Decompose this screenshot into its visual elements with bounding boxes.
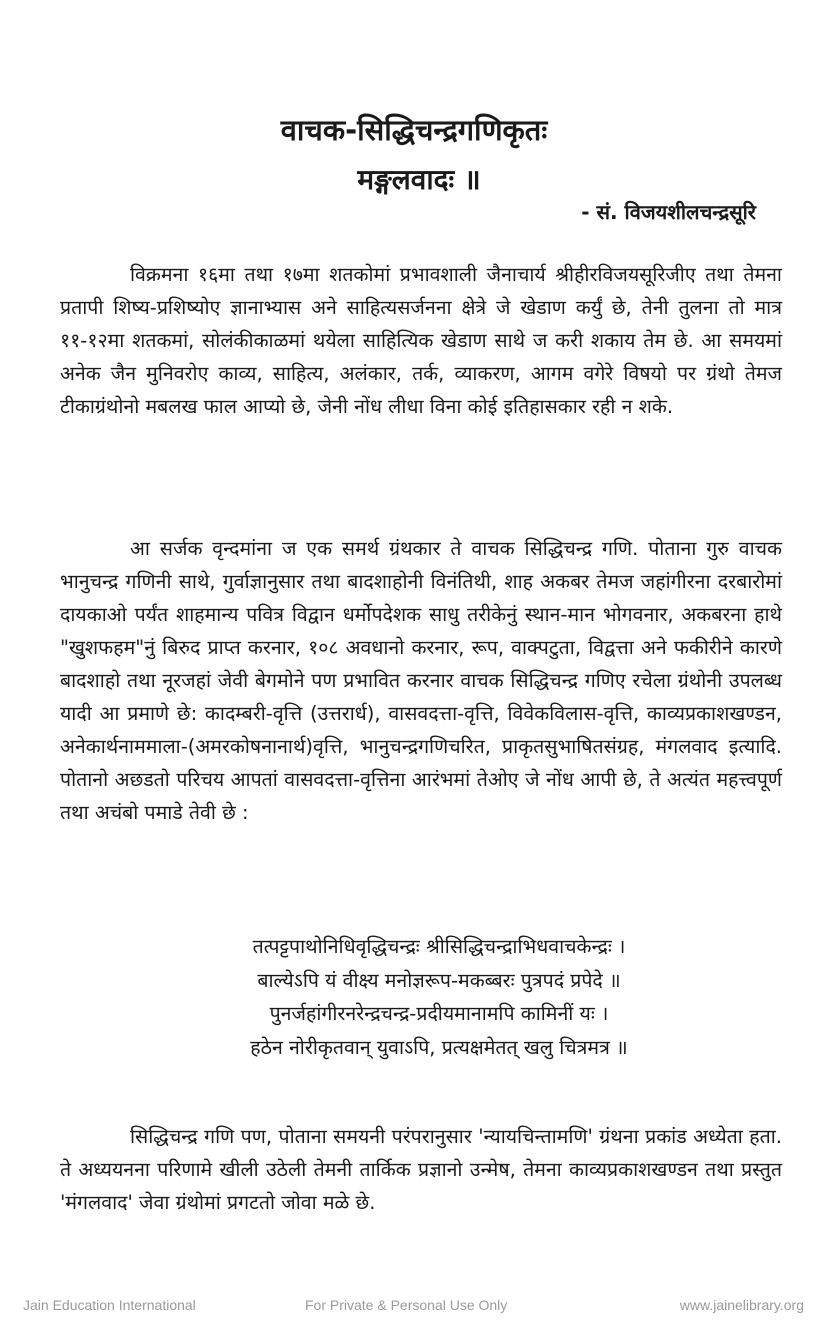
sanskrit-verse xyxy=(0,930,828,1064)
paragraph-1-block xyxy=(60,258,782,423)
paragraph-3: सिद्धिचन्द्र गणि पण, पोताना समयनी परंपरानुसार 'न्यायचिन्तामणि' ग्रंथना प्रकांड अध्येता हता. ते अध्ययनना परिणामे खीली उठेली तेमनी तार्किक प्रज्ञानो उन्मेष, तेमना काव्यप्रकाशखण्डन तथा प्रस्तुत 'मंगलवाद' जेवा ग्रंथोमां प्रगटतो जोवा मळे छे. xyxy=(60,1125,782,1214)
editor-attribution: - सं. विजयशीलचन्द्रसूरि xyxy=(581,200,756,224)
paragraph-3-block xyxy=(60,1120,782,1219)
verse-line-4: हठेन नोरीकृतवान् युवाऽपि, प्रत्यक्षमेतत् खलु चित्रमत्र ॥ xyxy=(250,1035,628,1059)
verse-line-1: तत्पट्टपाथोनिधिवृद्धिचन्द्रः श्रीसिद्धिचन्द्राभिधवाचकेन्द्रः । xyxy=(252,935,626,958)
verse-line-2: बाल्येऽपि यं वीक्ष्य मनोज्ञरूप-मकब्बरः पुत्रपदं प्रपेदे ॥ xyxy=(257,968,621,992)
title-line-2: मङ्गलवादः ॥ xyxy=(357,163,481,196)
paragraph-2-block xyxy=(60,532,782,829)
paragraph-1: विक्रमना १६मा तथा १७मा शतकोमां प्रभावशाली जैनाचार्य श्रीहीरविजयसूरिजीए तथा तेमना प्रतापी शिष्य-प्रशिष्योए ज्ञानाभ्यास अने साहित्यसर्जनना क्षेत्रे जे खेडाण कर्युं छे, तेनी तुलना तो मात्र ११-१२मा शतकमां, सोलंकीकाळमां थयेला साहित्यिक खेडाण साथे ज करी शकाय तेम छे. आ समयमां अनेक जैन मुनिवरोए काव्य, साहित्य, अलंकार, तर्क, व्याकरण, आगम वगेरे विषयो पर ग्रंथो तेमज टीकाग्रंथोनो मबलख फाल आप्यो छे, जेनी नोंध लीधा विना कोई इतिहासकार रही न शके. xyxy=(60,263,782,418)
footer-publisher: Jain Education International xyxy=(23,1297,196,1313)
footer-website-link[interactable]: www.jainelibrary.org xyxy=(679,1297,804,1313)
title-line-1: वाचक-सिद्धिचन्द्रगणिकृतः xyxy=(280,113,548,147)
paragraph-2: आ सर्जक वृन्दमांना ज एक समर्थ ग्रंथकार ते वाचक सिद्धिचन्द्र गणि. पोताना गुरु वाचक भानुचन्द्र गणिनी साथे, गुर्वाज्ञानुसार तथा बादशाहोनी विनंतिथी, शाह अकबर तेमज जहांगीरना दरबारोमां दायकाओ पर्यंत शाहमान्य पवित्र विद्वान धर्मोपदेशक साधु तरीकेनुं स्थान-मान भोगवनार, अकबरना हाथे "खुशफहम"नुं बिरुद प्राप्त करनार, १०८ अवधानो करनार, रूप, वाक्पटुता, विद्वत्ता अने फकीरीने कारणे बादशाहो तथा नूरजहां जेवी बेगमोने पण प्रभावित करनार वाचक सिद्धिचन्द्र गणिए रचेला ग्रंथोनी उपलब्ध यादी आ प्रमाणे छे: कादम्बरी-वृत्ति (उत्तरार्ध), वासवदत्ता-वृत्ति, विवेकविलास-वृत्ति, काव्यप्रकाशखण्डन, अनेकार्थनाममाला-(अमरकोषनानार्थ)वृत्ति, भानुचन्द्रगणिचरित, प्राकृतसुभाषितसंग्रह, मंगलवाद इत्यादि. पोतानो अछडतो परिचय आपतां वासवदत्ता-वृत्तिना आरंभमां तेओए जे नोंध आपी छे, ते अत्यंत महत्त्वपूर्ण तथा अचंबो पमाडे तेवी छे : xyxy=(60,537,782,824)
verse-line-3: पुनर्जहांगीरनरेन्द्रचन्द्र-प्रदीयमानामपि कामिनीं यः । xyxy=(269,1002,609,1025)
footer-usage-note: For Private & Personal Use Only xyxy=(305,1297,508,1313)
